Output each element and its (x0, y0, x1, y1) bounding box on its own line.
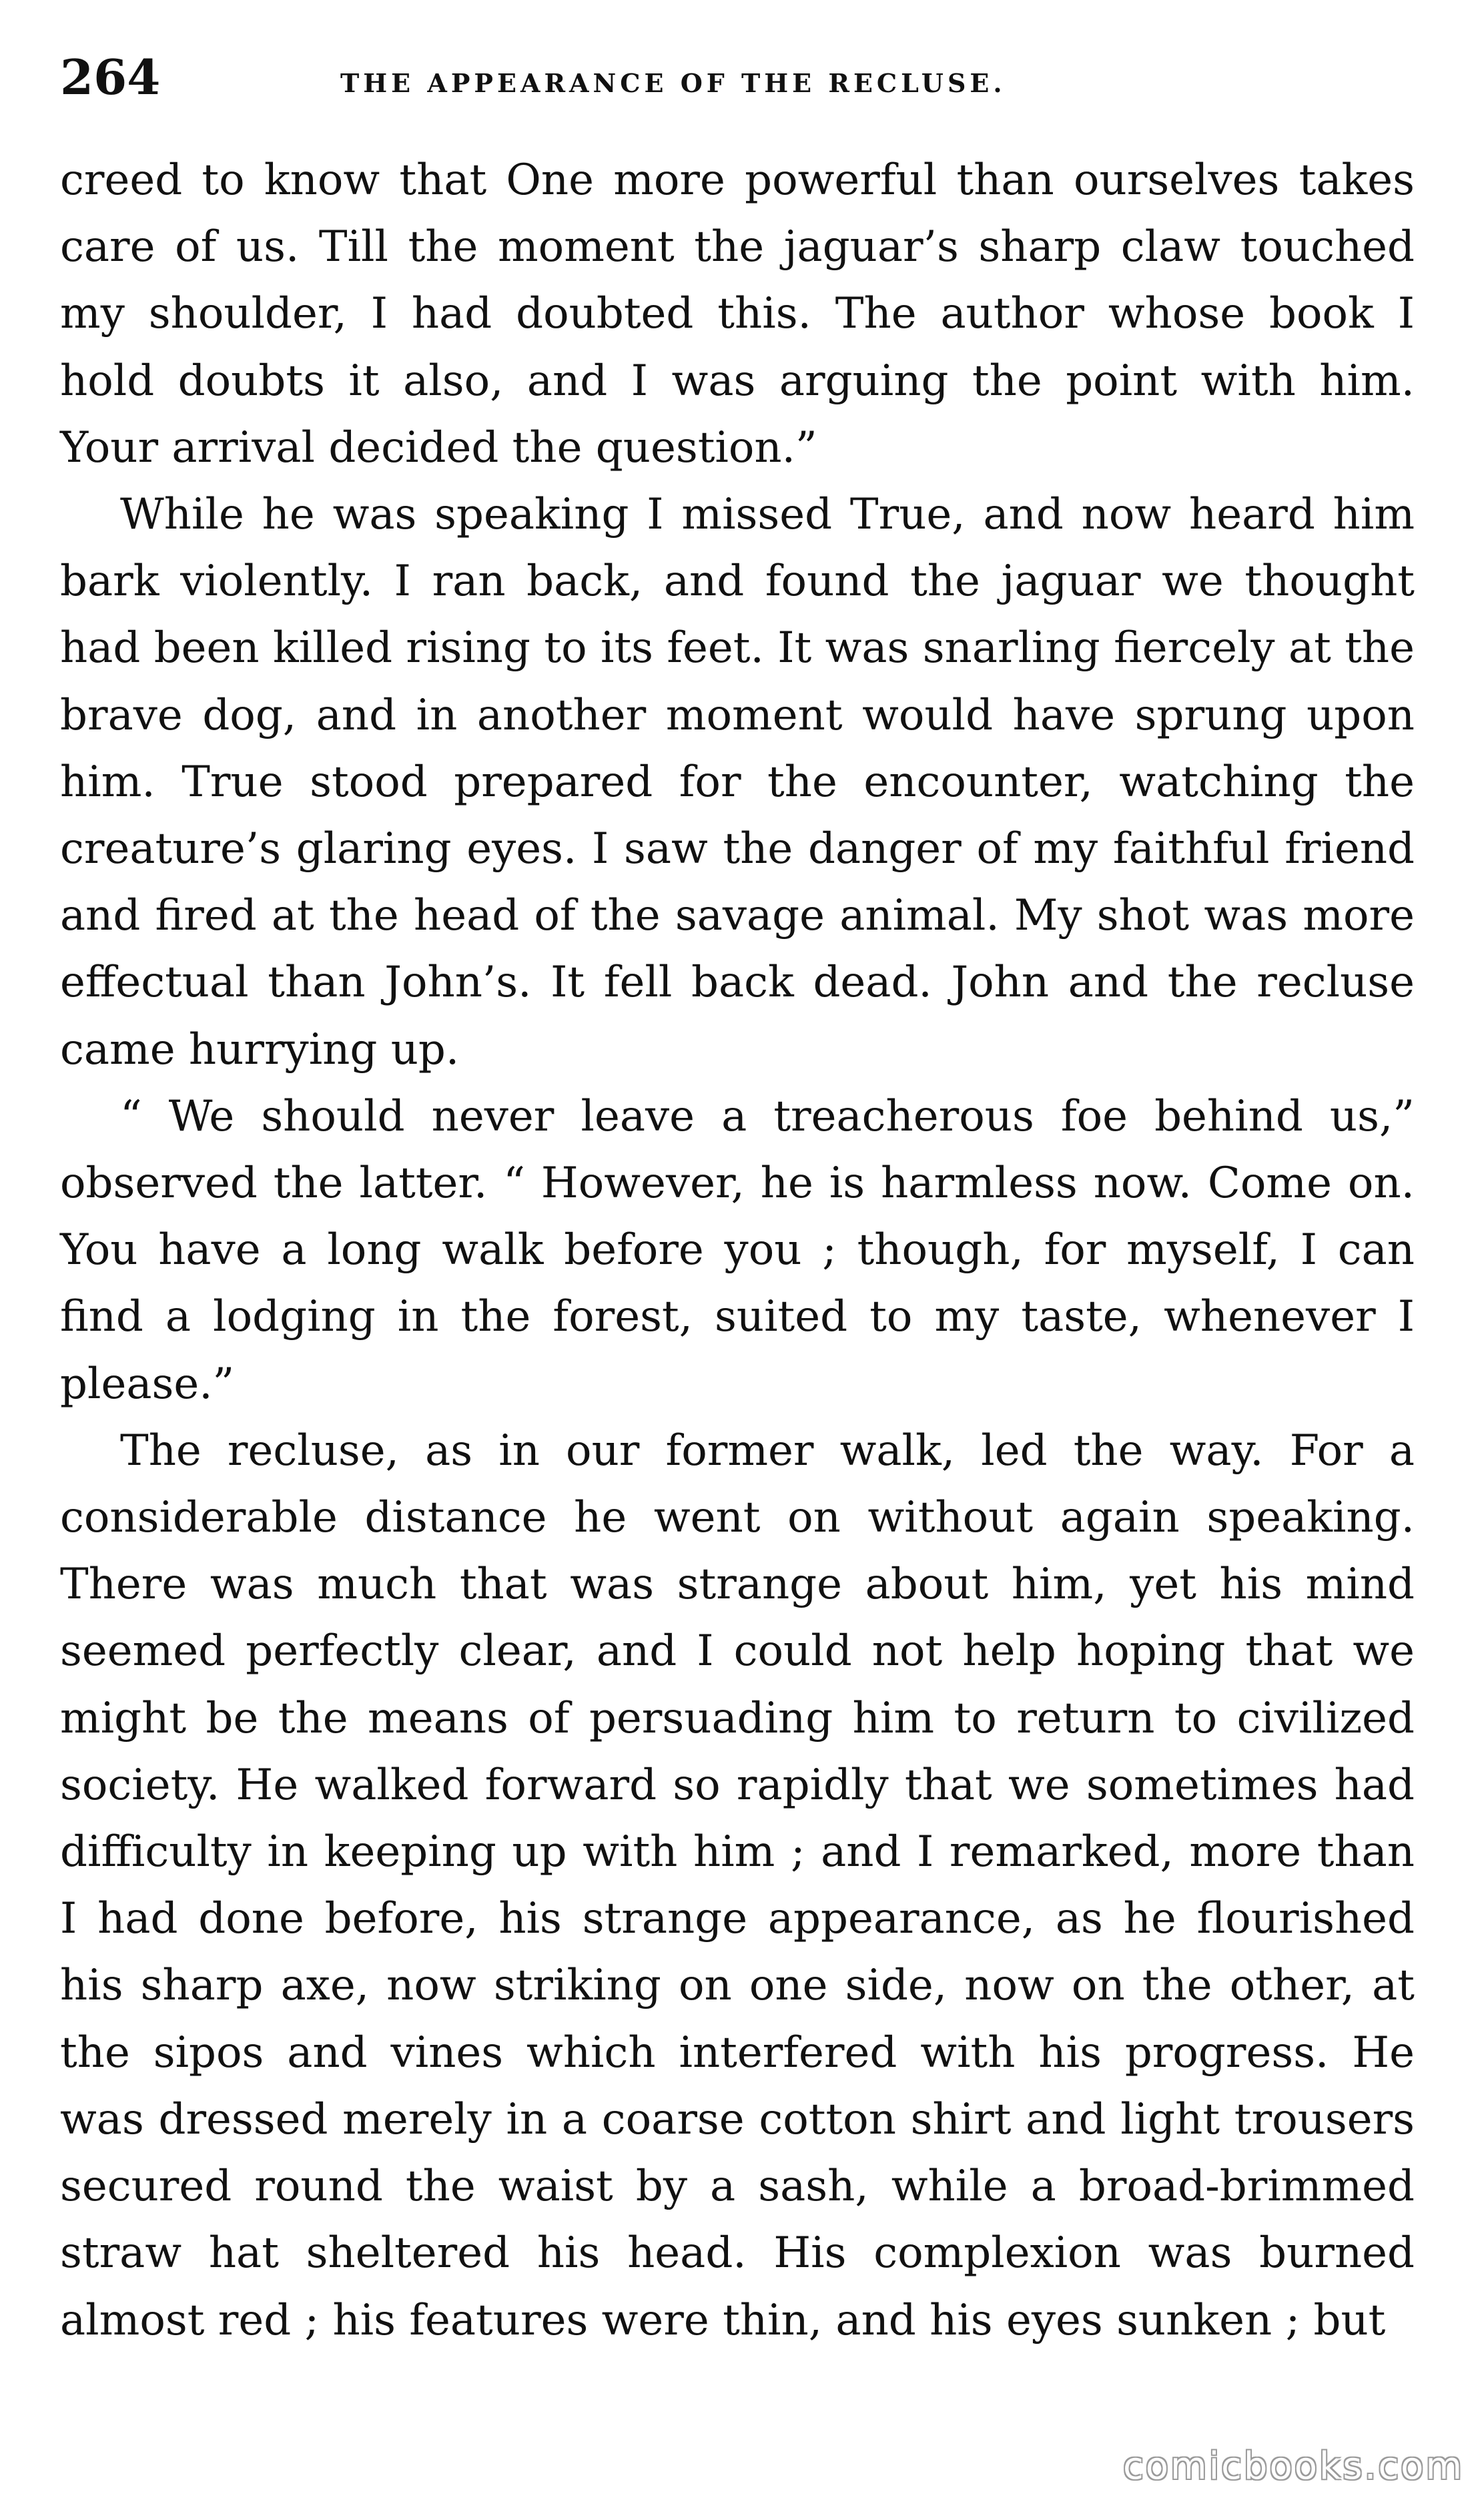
body-text (60, 147, 1415, 2354)
site-watermark: comicbooks.com (1122, 2445, 1464, 2488)
page-header (60, 49, 1415, 133)
paragraph-continued: creed to know that One more powerful than ourselves takes care of us. Till the moment the jaguar’s sharp claw touched my shoulder, I had doubted this. The author whose book I hold doubts it also, and I was arguing the point with him. Your arrival decided the question.” (60, 155, 1415, 473)
paragraph-recluse-appearance: The recluse, as in our former walk, led the way. For a considerable distance he went on without again speaking. There was much that was strange about him, yet his mind seemed perfectly clear, and I could not help hoping that we might be the means of persuading him to return to civilized society. He walked forward so rapidly that we sometimes had difficulty in keeping up with him ; and I remarked, more than I had done before, his strange appearance, as he flourished his sharp axe, now striking on one side, now on the other, at the sipos and vines which interfered with his progress. He was dressed merely in a coarse cotton shirt and light trousers secured round the waist by a sash, while a broad-brimmed straw hat sheltered his head. His complexion was burned almost red ; his features were thin, and his eyes sunken ; but (60, 1426, 1415, 2345)
paragraph-recluse-speech: “ We should never leave a treacherous foe behind us,” observed the latter. “ However, he is harmless now. Come on. You have a long walk before you ; though, for myself, I can find a lodging in the forest, suited to my taste, whenever I please.” (60, 1091, 1415, 1409)
running-title: THE APPEARANCE OF THE RECLUSE. (340, 68, 1006, 98)
book-page (60, 49, 1415, 2354)
paragraph-true-barks: While he was speaking I missed True, and now heard him bark violently. I ran back, and found the jaguar we thought had been killed rising to its feet. It was snarling fiercely at the brave dog, and in another moment would have sprung upon him. True stood prepared for the encounter, watching the creature’s glaring eyes. I saw the danger of my faithful friend and fired at the head of the savage animal. My shot was more effectual than John’s. It fell back dead. John and the recluse came hurrying up. (60, 490, 1415, 1074)
page-number: 264 (60, 49, 161, 105)
